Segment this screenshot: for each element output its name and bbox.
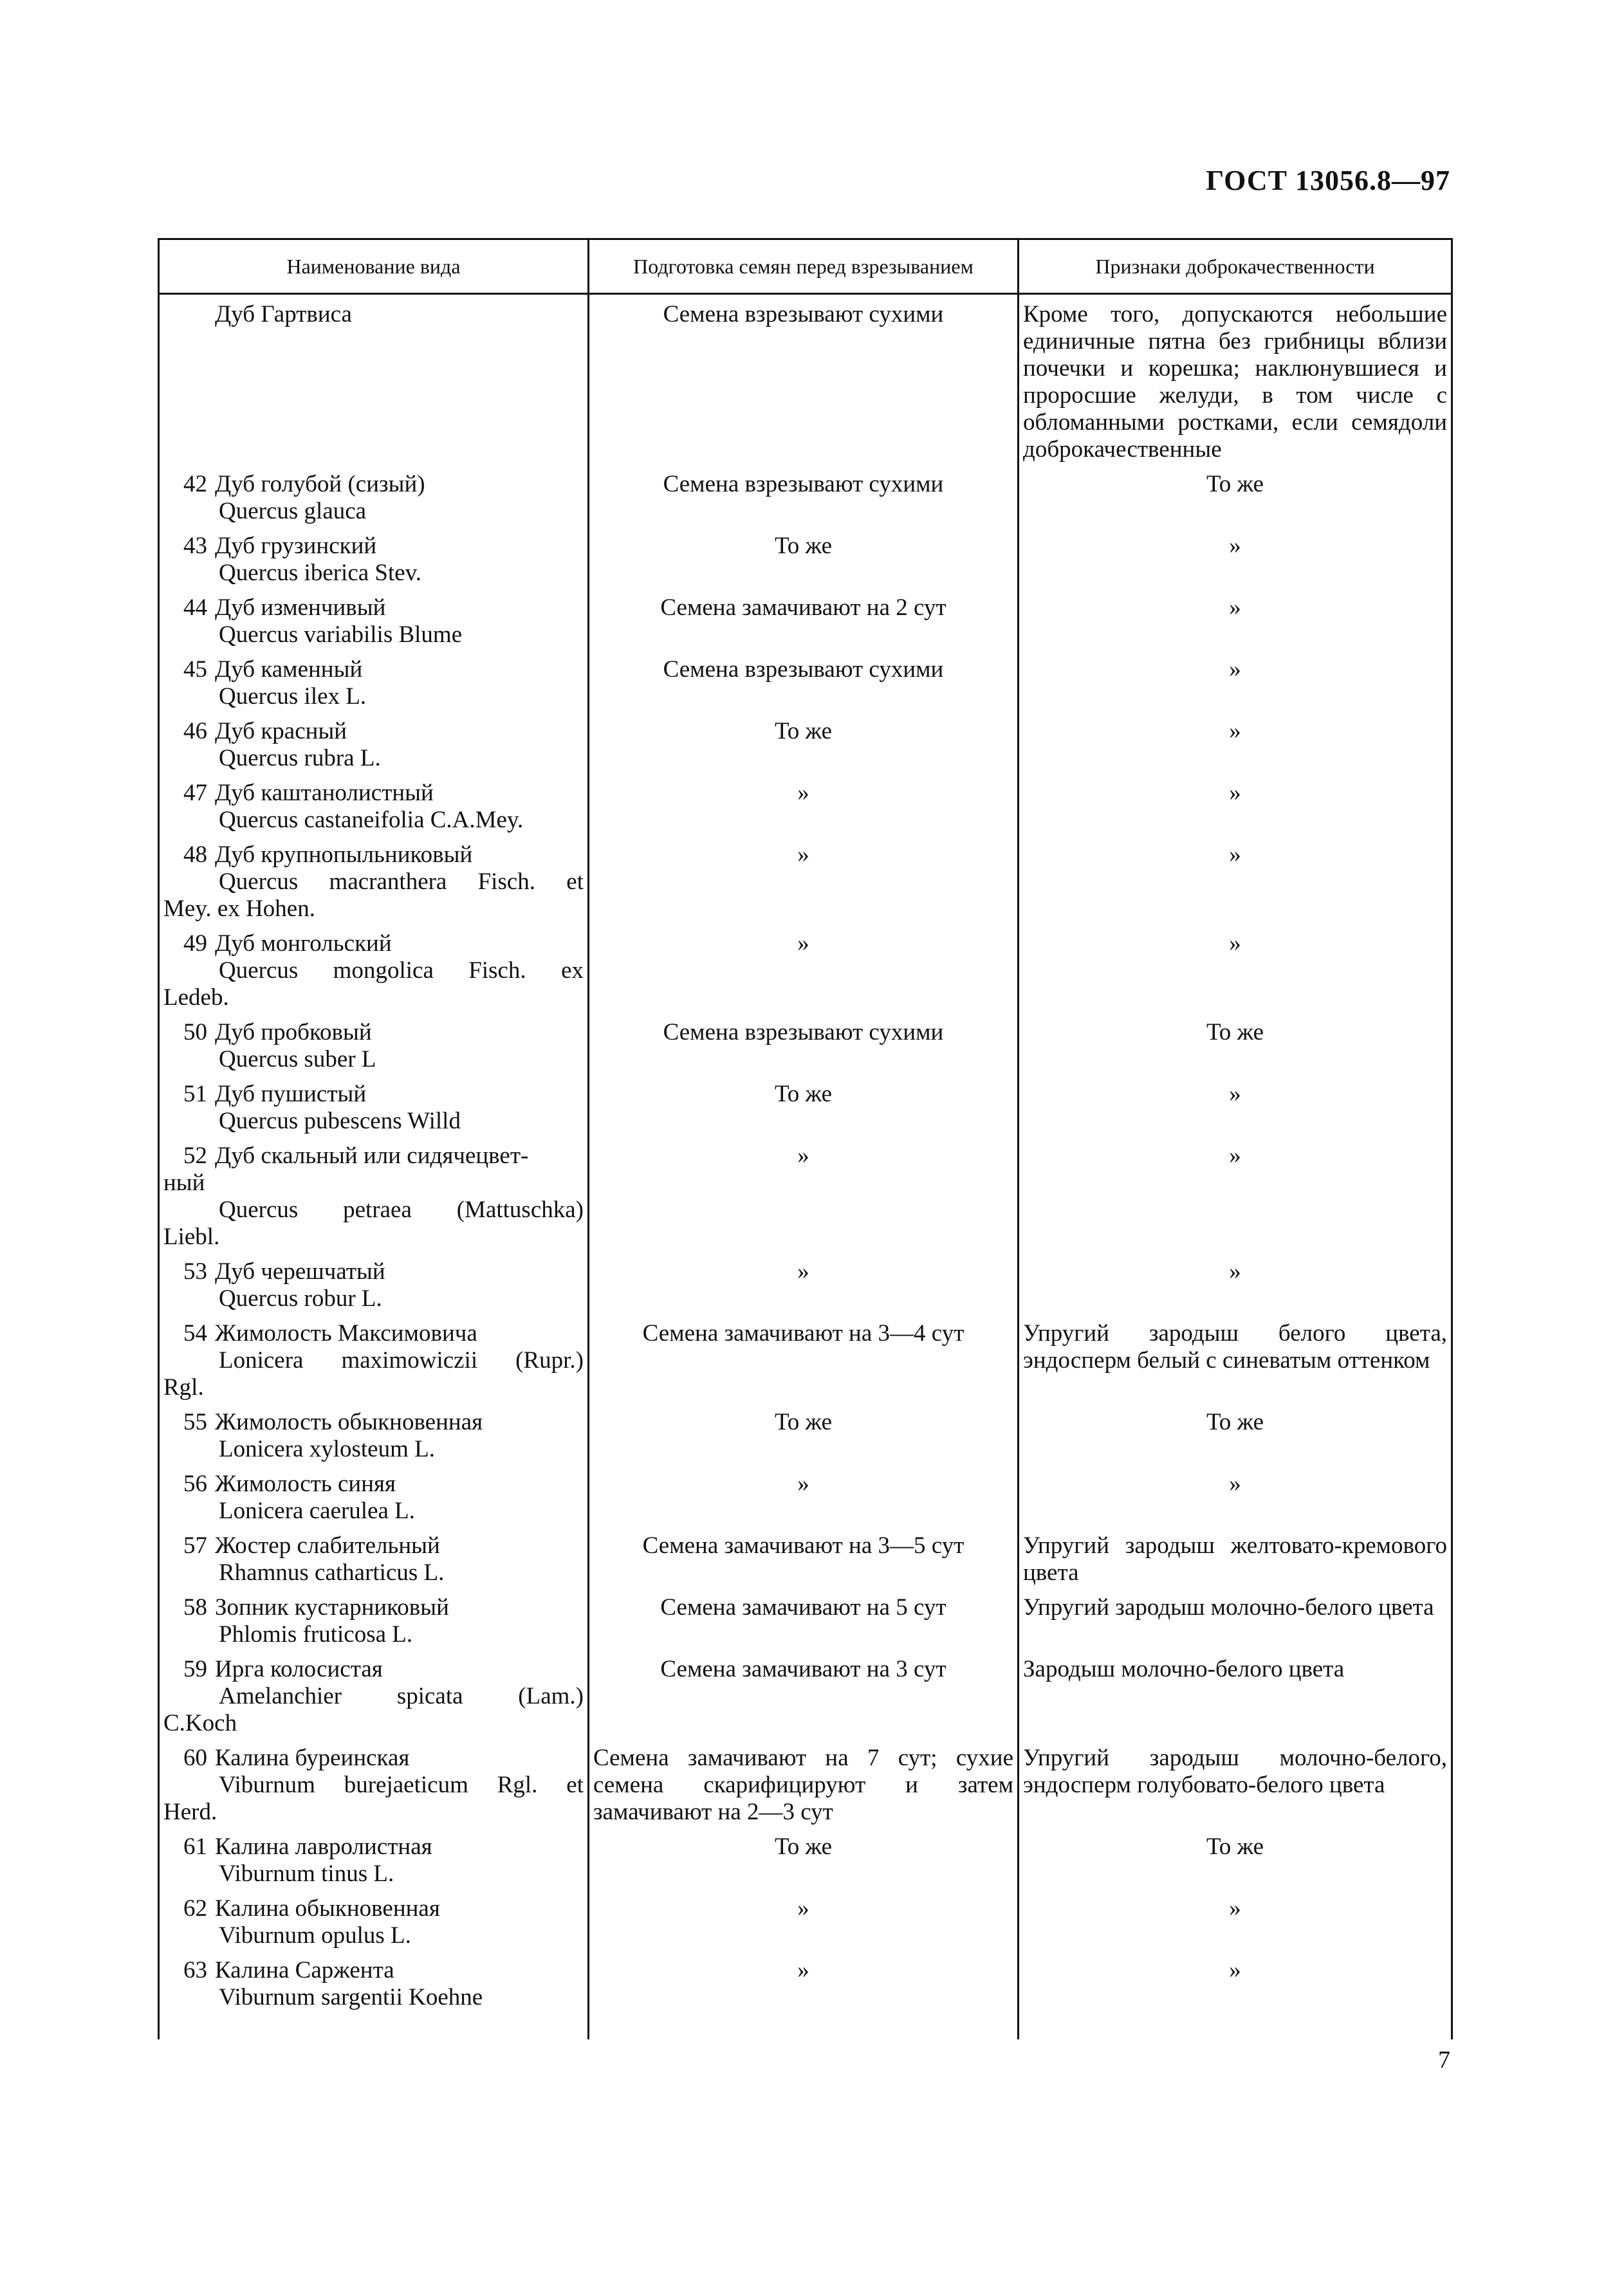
species-name: Дуб пушистый [215,1081,367,1107]
preparation-cell: Семена взрезывают сухими [589,656,1019,718]
quality-cell: » [1019,594,1452,656]
species-name: Калина буреинская [215,1745,410,1771]
species-name-line [163,656,584,683]
latin-name: Quercus glauca [219,498,367,524]
quality-cell: » [1019,780,1452,841]
row-number: 46 [183,718,207,744]
quality-cell: » [1019,1471,1452,1532]
column-header-quality: Признаки доброкачественности [1019,239,1452,294]
latin-name: Viburnum opulus L. [219,1922,411,1949]
table-row [159,1834,1452,1895]
latin-name: Lonicera maximowiczii (Rupr.) [219,1347,584,1374]
row-number: 42 [183,471,207,497]
table-row [159,1081,1452,1143]
row-number: 61 [183,1834,207,1860]
species-cell [159,841,589,930]
table-row [159,1745,1452,1834]
preparation-cell: » [589,1957,1019,2039]
species-name: Дуб голубой (сизый) [215,471,425,497]
quality-cell: То же [1019,1019,1452,1081]
latin-name: Viburnum tinus L. [219,1861,394,1887]
table-row [159,471,1452,533]
species-cell [159,1895,589,1957]
column-header-species: Наименование вида [159,239,589,294]
quality-cell: » [1019,841,1452,930]
quality-cell: » [1019,533,1452,594]
table-row [159,533,1452,594]
latin-name: Lonicera xylosteum L. [219,1436,435,1462]
species-name-line [163,841,584,869]
species-name-line [163,930,584,957]
species-cell [159,1320,589,1409]
row-number: 48 [183,841,207,868]
table-row [159,1143,1452,1258]
species-name-line [163,471,584,498]
species-name: Жимолость обыкновенная [215,1409,483,1435]
species-name: Зопник кустарниковый [215,1594,449,1621]
preparation-cell: Семена замачивают на 5 сут [589,1594,1019,1656]
table-row [159,294,1452,472]
species-name-line [163,1258,584,1285]
table-row [159,1957,1452,2039]
species-cell [159,1656,589,1745]
row-number: 43 [183,533,207,559]
quality-cell: То же [1019,1409,1452,1471]
quality-cell: Упругий зародыш молочно-белого, эндосперм голубовато-белого цвета [1019,1745,1452,1834]
species-cell [159,930,589,1019]
row-number: 63 [183,1957,207,1983]
species-name: Дуб крупнопыльниковый [215,841,473,868]
preparation-cell: » [589,930,1019,1019]
table-body [159,294,1452,2040]
table-row [159,1019,1452,1081]
preparation-cell: Семена замачивают на 7 сут; сухие семена скарифицируют и затем замачивают на 2—3 сут [589,1745,1019,1834]
species-name: Жимолость Максимовича [215,1320,477,1347]
preparation-cell: То же [589,1409,1019,1471]
species-name: Дуб изменчивый [215,594,386,621]
table-row [159,1471,1452,1532]
quality-cell: Упругий зародыш белого цвета, эндосперм белый с синеватым оттенком [1019,1320,1452,1409]
species-name-line [163,1019,584,1046]
species-name: Дуб грузинский [215,533,377,559]
preparation-cell: » [589,841,1019,930]
species-cell [159,533,589,594]
latin-name: Quercus rubra L. [219,745,381,771]
species-name: Дуб монгольский [215,930,392,957]
species-name: Дуб Гартвиса [215,301,352,327]
table-row [159,718,1452,780]
row-number: 45 [183,656,207,683]
species-cell [159,718,589,780]
row-number: 47 [183,780,207,806]
species-name: Дуб каштанолистный [215,780,434,806]
table-row [159,594,1452,656]
table-row [159,1258,1452,1320]
latin-name: Quercus suber L [219,1046,376,1072]
table-row [159,930,1452,1019]
row-number: 59 [183,1656,207,1682]
species-cell [159,1834,589,1895]
quality-cell: » [1019,656,1452,718]
row-number: 50 [183,1019,207,1045]
preparation-cell: Семена замачивают на 3—4 сут [589,1320,1019,1409]
latin-name: Rhamnus catharticus L. [219,1559,445,1586]
table-row [159,1532,1452,1594]
quality-cell: » [1019,1895,1452,1957]
species-cell [159,1409,589,1471]
species-name-line [163,1320,584,1347]
latin-name-continuation: Rgl. [163,1374,204,1401]
latin-name: Amelanchier spicata (Lam.) [219,1683,584,1709]
preparation-cell: » [589,1471,1019,1532]
row-number: 60 [183,1745,207,1771]
species-cell [159,1532,589,1594]
species-name-line [163,718,584,745]
quality-cell: » [1019,1258,1452,1320]
table-row [159,656,1452,718]
quality-cell: » [1019,1143,1452,1258]
preparation-cell: Семена замачивают на 2 сут [589,594,1019,656]
species-name-line [163,301,584,328]
latin-name: Quercus macranthera Fisch. et [219,869,584,895]
row-number: 62 [183,1895,207,1922]
species-name-line [163,1594,584,1621]
latin-name: Quercus iberica Stev. [219,560,422,586]
species-cell [159,1745,589,1834]
latin-name: Quercus variabilis Blume [219,621,463,648]
preparation-cell: Семена замачивают на 3—5 сут [589,1532,1019,1594]
preparation-cell: То же [589,1834,1019,1895]
table-row [159,1594,1452,1656]
quality-cell: Упругий зародыш молочно-белого цвета [1019,1594,1452,1656]
species-name: Жостер слабительный [215,1532,440,1559]
species-name: Дуб пробковый [215,1019,372,1045]
preparation-cell: » [589,1258,1019,1320]
species-cell [159,1081,589,1143]
latin-name: Quercus castaneifolia C.A.Mey. [219,807,524,833]
quality-cell: » [1019,1957,1452,2039]
species-name: Дуб скальный или сидячецвет- [215,1143,529,1169]
species-cell [159,1957,589,2039]
species-name-line [163,1834,584,1861]
species-name-line [163,780,584,807]
latin-name: Quercus ilex L. [219,683,367,710]
latin-name-continuation: C.Koch [163,1710,237,1736]
species-name: Жимолость синяя [215,1471,396,1497]
page-number: 7 [1438,2046,1450,2073]
preparation-cell: То же [589,718,1019,780]
standard-title: ГОСТ 13056.8—97 [1206,165,1450,196]
column-header-preparation: Подготовка семян перед взрезыванием [589,239,1019,294]
row-number: 57 [183,1532,207,1559]
species-cell [159,294,589,472]
species-name: Дуб черешчатый [215,1258,385,1285]
species-name-line [163,1656,584,1683]
quality-cell: Зародыш молочно-белого цвета [1019,1656,1452,1745]
species-name-line [163,1409,584,1436]
preparation-cell: Семена взрезывают сухими [589,1019,1019,1081]
quality-cell: » [1019,930,1452,1019]
quality-cell: Кроме того, допускаются небольшие единичные пятна без грибницы вблизи почечки и корешка; наклюнувшиеся и проросшие желуди, в том числе с обломанными ростками, если семядоли доброкачественные [1019,294,1452,472]
quality-cell: » [1019,1081,1452,1143]
row-number: 53 [183,1258,207,1285]
preparation-cell: То же [589,533,1019,594]
species-cell [159,656,589,718]
species-cell [159,594,589,656]
species-cell [159,471,589,533]
table-row [159,1320,1452,1409]
quality-cell: Упругий зародыш желтовато-кремового цвета [1019,1532,1452,1594]
species-cell [159,1594,589,1656]
latin-name: Quercus pubescens Willd [219,1108,461,1134]
quality-cell: » [1019,718,1452,780]
preparation-cell: Семена взрезывают сухими [589,294,1019,472]
species-name-line [163,1081,584,1108]
table-row [159,1409,1452,1471]
latin-name: Quercus petraea (Mattuschka) [219,1197,584,1223]
species-name: Калина обыкновенная [215,1895,440,1922]
latin-name: Viburnum sargentii Koehne [219,1984,483,2010]
species-table [158,238,1453,2039]
species-name-line [163,1745,584,1772]
species-name-line [163,1895,584,1922]
row-number: 51 [183,1081,207,1107]
species-name-line [163,1471,584,1498]
species-name: Ирга колосистая [215,1656,383,1682]
row-number: 56 [183,1471,207,1497]
species-name-line [163,1143,584,1170]
latin-name-continuation: Herd. [163,1799,217,1825]
quality-cell: То же [1019,471,1452,533]
preparation-cell: » [589,780,1019,841]
row-number: 52 [183,1143,207,1169]
table-header-row [159,239,1452,294]
row-number: 49 [183,930,207,957]
species-name: Калина Саржента [215,1957,394,1983]
species-name-continuation: ный [163,1170,205,1196]
table-row [159,780,1452,841]
species-name-line [163,1957,584,1984]
species-name: Калина лавролистная [215,1834,432,1860]
species-cell [159,1258,589,1320]
species-name: Дуб каменный [215,656,363,683]
species-name-line [163,594,584,621]
species-name: Дуб красный [215,718,347,744]
preparation-cell: То же [589,1081,1019,1143]
species-cell [159,1143,589,1258]
table-row [159,841,1452,930]
row-number: 54 [183,1320,207,1347]
latin-name: Lonicera caerulea L. [219,1498,416,1524]
species-cell [159,1019,589,1081]
latin-name: Quercus robur L. [219,1285,382,1312]
preparation-cell: Семена взрезывают сухими [589,471,1019,533]
species-cell [159,780,589,841]
table-row [159,1895,1452,1957]
row-number: 44 [183,594,207,621]
table-row [159,1656,1452,1745]
species-name-line [163,1532,584,1559]
preparation-cell: » [589,1895,1019,1957]
latin-name-continuation: Ledeb. [163,984,229,1011]
row-number: 58 [183,1594,207,1621]
row-number: 55 [183,1409,207,1435]
quality-cell: То же [1019,1834,1452,1895]
species-cell [159,1471,589,1532]
preparation-cell: Семена замачивают на 3 сут [589,1656,1019,1745]
latin-name: Phlomis fruticosa L. [219,1621,413,1648]
latin-name-continuation: Mey. ex Hohen. [163,896,315,922]
latin-name: Quercus mongolica Fisch. ex [219,957,584,984]
preparation-cell: » [589,1143,1019,1258]
species-name-line [163,533,584,560]
latin-name: Viburnum burejaeticum Rgl. et [219,1772,584,1798]
latin-name-continuation: Liebl. [163,1224,220,1250]
